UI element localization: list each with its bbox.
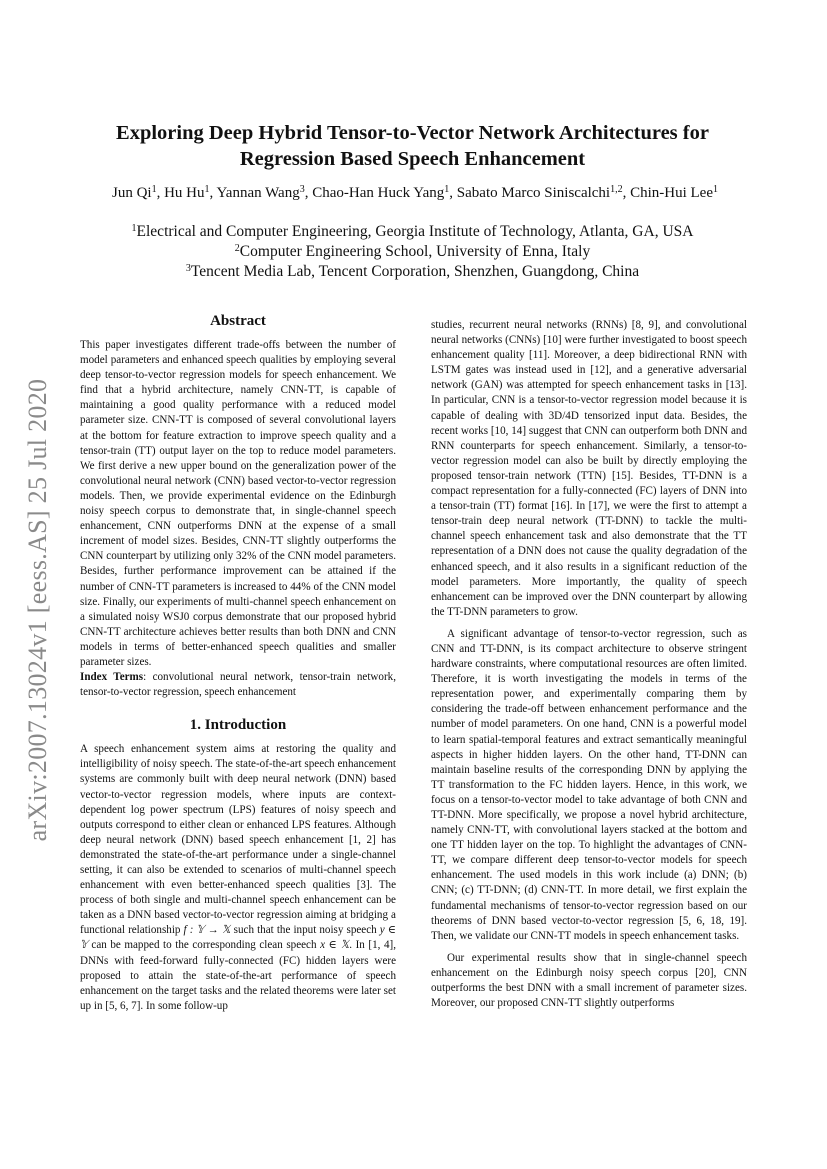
math-function: f : 𝕐 → 𝕏 [183,924,231,937]
title-line-1: Exploring Deep Hybrid Tensor-to-Vector Network Architectures for [116,122,709,144]
index-terms-label: Index Terms [80,671,144,684]
arxiv-identifier: arXiv:2007.13024v1 [eess.AS] 25 Jul 2020 [23,378,52,842]
author: Hu Hu$^1$, [164,184,217,201]
affiliation-list [80,222,745,282]
author: Chin-Hui Lee$^1$ [630,184,718,201]
intro-paragraph-2: A significant advantage of tensor-to-vector regression, such as CNN and TT-DNN, is its compact architecture to observe stringent hardware constraints, where computational resources are often limited. Therefore, it is worth investigating the models in terms of the representation power, and experimentally comparing them by considering the trade-off between enhancement performance and the number of model parameters. On one hand, CNN is a powerful model to learn spatial-temporal features and extract semantically meaningful aspects in higher hidden layers. On the other hand, TT-DNN can maintain baseline results of the corresponding DNN by applying the TT transformation to the FC hidden layers. Hence, in this work, we focus on a tensor-to-vector model to take advantage of both CNN and TT-DNN. More specifically, we propose a novel hybrid architecture, namely CNN-TT, with convolutional layers stacked at the bottom and one TT hidden layer on the top. To highlight the advantages of CNN-TT, we compare different deep tensor-to-vector models for speech enhancement. The used models in this work include (a) DNN; (b) CNN; (c) TT-DNN; (d) CNN-TT. In more detail, we first explain the fundamental mechanisms of tensor-to-vector regression based on our theorems of DNN based vector-to-vector regression [5, 6, 18, 19]. Then, we validate our CNN-TT models in speech enhancement tasks. [431,627,747,942]
paper-title [80,120,745,172]
author: Yannan Wang$^3$, [216,184,313,201]
left-column [80,312,396,1014]
index-terms [80,670,396,700]
arxiv-side-stamp [14,340,62,880]
author-list [60,183,770,203]
intro-paragraph-continued: studies, recurrent neural networks (RNNs) [8, 9], and convolutional neural networks (CNNs) [10] were further investigated to boost speech enhancement quality [11]. Moreover, a deep bidirectional RNN with LSTM gates was instead used in [12], and a generative adversarial network (GAN) was attempted for speech enhancement tasks in [13]. In particular, CNN is a tensor-to-vector regression model because it is capable of dealing with 3D/4D tensorized input data. Besides, the recent works [10, 14] suggest that CNN can outperform both DNN and RNN counterparts for speech enhancement. Similarly, a tensor-to-vector regression model can also be built by directly employing the proposed tensor-train network (TTN) [15]. Besides, TT-DNN is a compact representation for a fully-connected (FC) layers of DNN into a tensor-train (TT) format [16]. In [17], we were the first to attempt a tensor-train deep neural network (TT-DNN) to tackle the multi-channel speech enhancement task and also demonstrate that the TT representation of a DNN does not cause the quality degradation of the enhanced speech, and it also results in a significant reduction of the model parameters. More importantly, the quality of speech enhancement can be improved over the DNN counterpart by allowing the TT-DNN parameters to grow. [431,319,747,618]
right-column [431,318,747,1011]
title-line-2: Regression Based Speech Enhancement [239,148,586,170]
intro-paragraph-3: Our experimental results show that in single-channel speech enhancement on the Edinburgh noisy speech corpus [20], CNN outperforms the best DNN with a small increment of parameter sizes. Moreover, our proposed CNN-TT slightly outperforms [431,951,747,1010]
index-terms-text: : convolutional neural network, tensor-train network, tensor-to-vector regression, speech enhancement [80,671,396,699]
affiliation: $^2$Computer Engineering School, University of Enna, Italy [234,243,591,260]
introduction-heading: 1. Introduction [189,717,287,734]
intro-paragraph-1: A speech enhancement system aims at restoring the quality and intelligibility of noisy speech. The state-of-the-art speech enhancement systems are commonly built with deep neural network (DNN) based vector-to-vector regression models, where inputs are context-dependent log power spectrum (LPS) features of noisy speech and outputs correspond to either clean or enhanced LPS features. Although deep neural network (DNN) based speech enhancement [1, 2] has demonstrated the state-of-the-art performance under a single-channel setting, it can also be extended to scenarios of multi-channel speech enhancement with even better-enhanced speech qualities [3]. The process of both single and multi-channel speech enhancement can be taken as a DNN based vector-to-vector regression aiming at bridging a functional relationship f : 𝕐 → 𝕏 such that the input noisy speech y ∈ 𝕐 can be mapped to the corresponding clean speech x ∈ 𝕏. In [1, 4], DNNs with feed-forward fully-connected (FC) hidden layers were proposed to attain the state-of-the-art performance of speech enhancement on the target tasks and the related theorems were later set up in [5, 6, 7]. In some follow-up [80,743,397,1012]
math-input: y ∈ 𝕐 [80,924,397,952]
abstract-heading: Abstract [210,313,266,329]
author: Chao-Han Huck Yang$^1$, [312,184,457,201]
affiliation: $^1$Electrical and Computer Engineering, Georgia Institute of Technology, Atlanta, GA, USA [131,223,694,240]
math-output: x ∈ 𝕏 [320,939,350,952]
affiliation: $^3$Tencent Media Lab, Tencent Corporation, Shenzhen, Guangdong, China [185,263,640,280]
author: Sabato Marco Siniscalchi$^{1,2}$, [456,184,631,201]
abstract-text: This paper investigates different trade-offs between the number of model parameters and enhanced speech qualities by employing several deep tensor-to-vector regression models for speech enhancement. We find that a hybrid architecture, namely CNN-TT, is capable of maintaining a good quality performance with a reduced model parameter size. CNN-TT is composed of several convolutional layers at the bottom for feature extraction to improve speech quality and a tensor-train (TT) output layer on the top to reduce model parameters. We first derive a new upper bound on the generalization power of the convolutional neural network (CNN) based vector-to-vector regression models. Then, we provide experimental evidence on the Edinburgh noisy speech corpus to demonstrate that, in single-channel speech enhancement, CNN outperforms DNN at the expense of a small increment of model sizes. Besides, CNN-TT slightly outperforms the CNN counterpart by utilizing only 32% of the CNN model parameters. Besides, further performance improvement can be attained if the number of CNN-TT parameters is increased to 44% of the CNN model size. Finally, our experiments of multi-channel speech enhancement on a simulated noisy WSJ0 corpus demonstrate that our proposed hybrid CNN-TT architecture achieves better results than both DNN and CNN models in terms of better-enhanced speech qualities and smaller parameter sizes. [80,339,396,668]
author: Jun Qi$^1$, [112,184,165,201]
